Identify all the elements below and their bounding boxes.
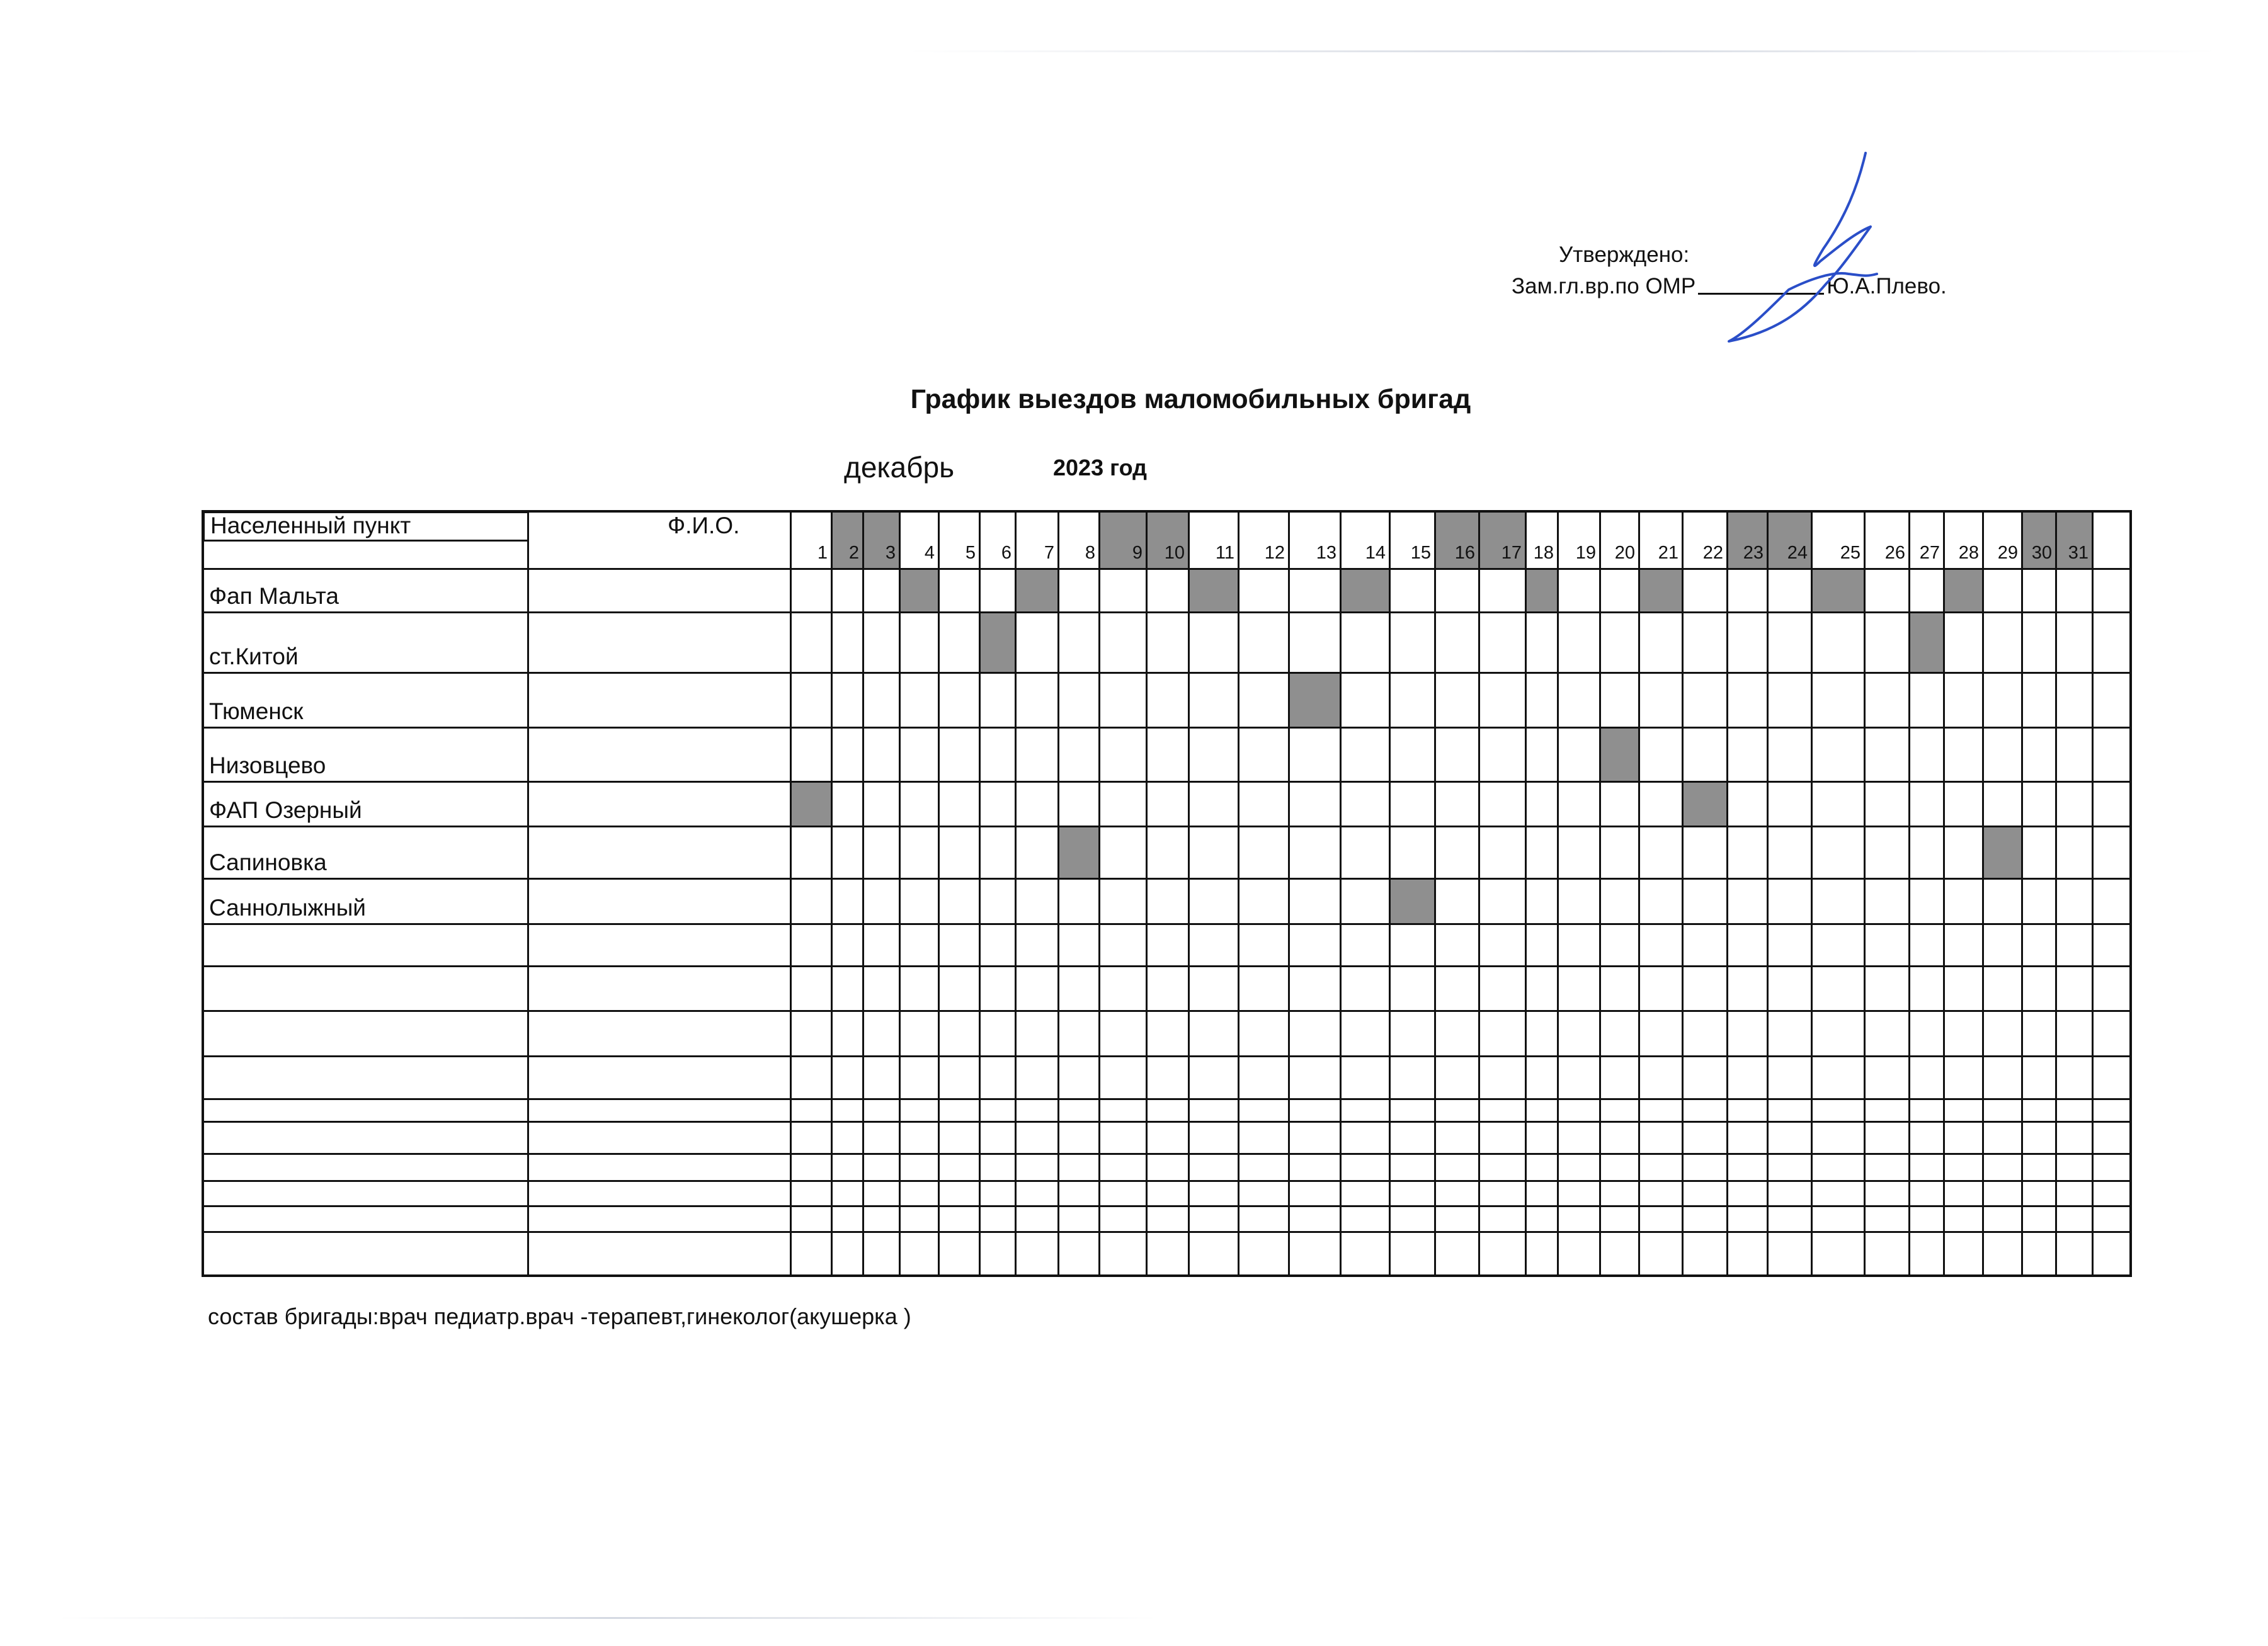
day-number-22: 22 — [1702, 543, 1723, 563]
day-number-21: 21 — [1658, 543, 1678, 563]
day-number-26: 26 — [1884, 543, 1905, 563]
day-number-17: 17 — [1501, 543, 1522, 563]
settlement-name: ст.Китой — [209, 644, 299, 669]
approval-name: Ю.А.Плево. — [1826, 274, 1947, 298]
day-number-15: 15 — [1410, 543, 1431, 563]
day-number-6: 6 — [1001, 543, 1011, 563]
day-number-12: 12 — [1264, 543, 1285, 563]
day-number-10: 10 — [1164, 543, 1185, 563]
settlement-name: ФАП Озерный — [209, 797, 362, 823]
day-number-16: 16 — [1454, 543, 1475, 563]
day-number-20: 20 — [1614, 543, 1635, 563]
scan-artifact-bottom — [57, 1617, 1159, 1619]
day-number-25: 25 — [1840, 543, 1861, 563]
approval-position: Зам.гл.вр.по ОМР — [1512, 274, 1696, 298]
document-title: График выездов маломобильных бригад — [910, 384, 1471, 414]
day-number-27: 27 — [1919, 543, 1940, 563]
day-number-30: 30 — [2031, 543, 2052, 563]
day-number-9: 9 — [1132, 543, 1143, 563]
settlement-name: Тюменск — [209, 698, 304, 724]
day-number-3: 3 — [885, 543, 896, 563]
day-number-11: 11 — [1215, 543, 1234, 563]
handwritten-signature — [1719, 148, 1908, 349]
day-number-29: 29 — [1997, 543, 2018, 563]
schedule-table — [202, 510, 2132, 1277]
day-number-19: 19 — [1575, 543, 1596, 563]
settlement-name: Низовцево — [209, 752, 326, 778]
table-frame — [202, 510, 2132, 1277]
day-number-13: 13 — [1316, 543, 1336, 563]
settlement-name: Саннолыжный — [209, 895, 366, 921]
settlement-column-header: Населенный пункт — [210, 513, 411, 538]
day-number-28: 28 — [1958, 543, 1979, 563]
day-number-8: 8 — [1085, 543, 1095, 563]
day-number-2: 2 — [848, 543, 859, 563]
approval-heading: Утверждено: — [1559, 242, 1690, 267]
fio-column-header: Ф.И.О. — [668, 513, 740, 538]
scan-artifact-top — [907, 50, 2217, 52]
day-number-23: 23 — [1743, 543, 1764, 563]
day-number-24: 24 — [1787, 543, 1808, 563]
day-number-7: 7 — [1044, 543, 1054, 563]
settlement-name: Сапиновка — [209, 849, 327, 875]
day-number-31: 31 — [2068, 543, 2088, 563]
settlement-name: Фап Мальта — [209, 583, 339, 609]
day-number-4: 4 — [924, 543, 935, 563]
team-composition-note: состав бригады:врач педиатр.врач -терапевт,гинеколог(акушерка ) — [208, 1303, 911, 1329]
day-number-14: 14 — [1365, 543, 1386, 563]
day-number-5: 5 — [965, 543, 976, 563]
year-label: 2023 год — [1053, 455, 1147, 480]
day-number-1: 1 — [817, 543, 828, 563]
month-label: декабрь — [844, 451, 955, 484]
day-number-18: 18 — [1533, 543, 1554, 563]
